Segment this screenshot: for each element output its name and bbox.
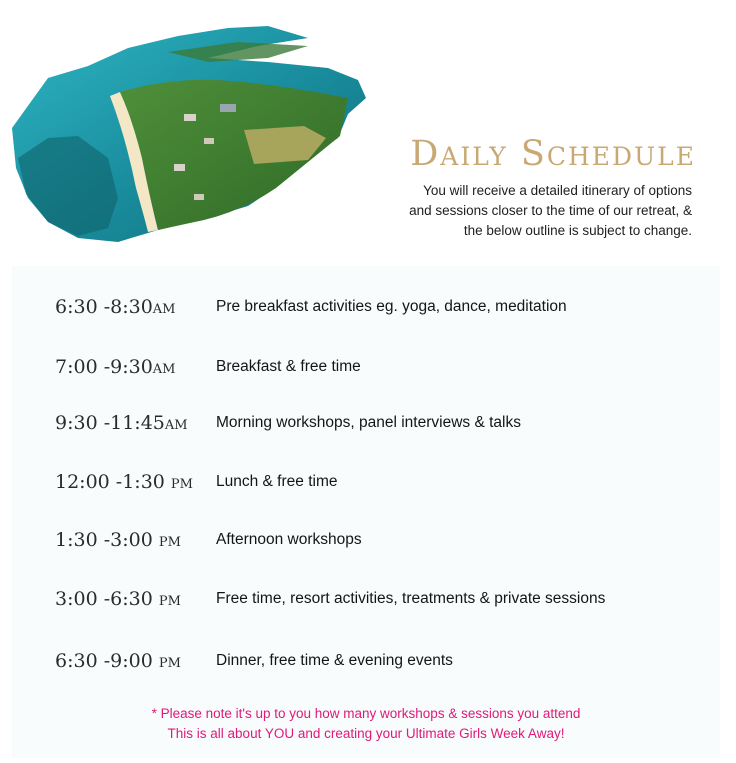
note-line: This is all about YOU and creating your Ultimate Girls Week Away!: [167, 726, 565, 741]
activity: Afternoon workshops: [216, 531, 362, 548]
schedule-panel: [12, 266, 720, 758]
activity: Dinner, free time & evening events: [216, 652, 453, 669]
intro-line: and sessions closer to the time of our retreat, &: [409, 203, 692, 218]
time-slot: 6:30 -8:30am: [55, 296, 176, 318]
intro-line: You will receive a detailed itinerary of options: [423, 183, 692, 198]
island-aerial-image: [8, 18, 370, 246]
schedule-row: [12, 650, 720, 680]
schedule-row: [12, 412, 720, 442]
time-slot: 3:00 -6:30 pm: [55, 588, 181, 610]
page-title: Daily Schedule: [410, 134, 696, 174]
time-slot: 1:30 -3:00 pm: [55, 529, 181, 551]
attendance-note: [12, 704, 720, 744]
activity: Breakfast & free time: [216, 358, 361, 375]
time-slot: 6:30 -9:00 pm: [55, 650, 181, 672]
time-slot: 12:00 -1:30 pm: [55, 471, 193, 493]
schedule-row: [12, 471, 720, 501]
intro-line: the below outline is subject to change.: [463, 223, 692, 238]
time-slot: 7:00 -9:30am: [55, 356, 176, 378]
schedule-row: [12, 529, 720, 559]
activity: Morning workshops, panel interviews & talks: [216, 414, 521, 431]
activity: Pre breakfast activities eg. yoga, dance, meditation: [216, 298, 567, 315]
schedule-row: [12, 356, 720, 386]
intro-text: [352, 181, 692, 241]
schedule-row: [12, 296, 720, 326]
schedule-row: [12, 588, 720, 618]
note-line: * Please note it's up to you how many workshops & sessions you attend: [151, 706, 581, 721]
time-slot: 9:30 -11:45am: [55, 412, 188, 434]
activity: Free time, resort activities, treatments & private sessions: [216, 590, 606, 607]
activity: Lunch & free time: [216, 473, 338, 490]
